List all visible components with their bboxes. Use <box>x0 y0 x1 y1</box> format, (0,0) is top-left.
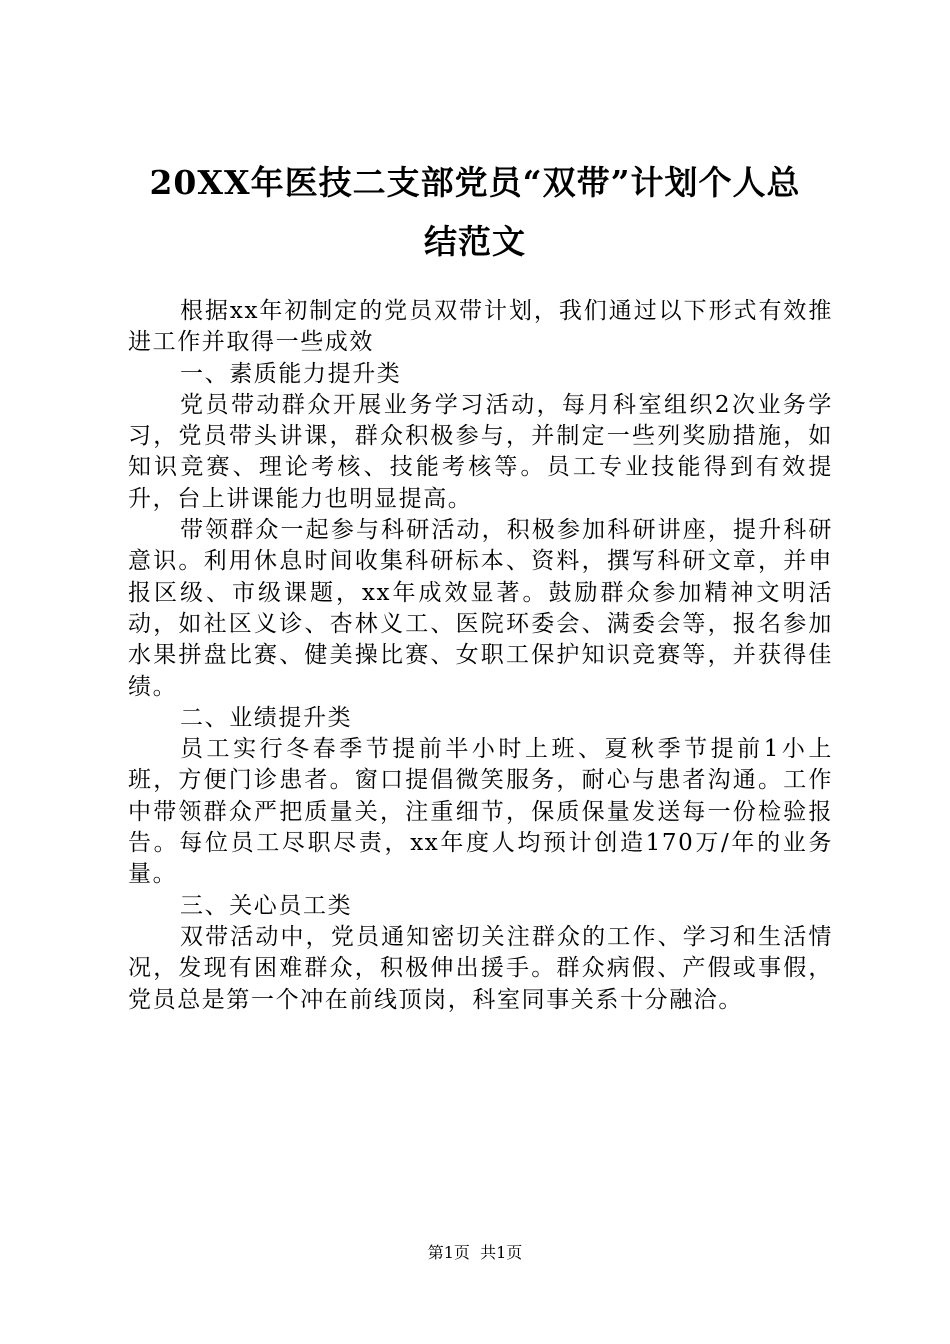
document-body <box>128 296 833 1016</box>
document-title-line-1: 20XX年医技二支部党员“双带”计划个人总 <box>149 163 801 202</box>
document-title-line-2: 结范文 <box>424 222 526 261</box>
section-care-paragraph: 双带活动中，党员通知密切关注群众的工作、学习和生活情况，发现有困难群众，积极伸出援手。群众病假、产假或事假，党员总是第一个冲在前线顶岗，科室同事关系十分融洽。 <box>128 923 833 1013</box>
page-number-footer: 第1页 共1页 <box>427 1243 523 1262</box>
intro-paragraph: 根据xx年初制定的党员双带计划，我们通过以下形式有效推进工作并取得一些成效 <box>128 298 833 356</box>
section-heading-performance: 二、业绩提升类 <box>180 704 353 731</box>
section-quality-paragraph-2: 带领群众一起参与科研活动，积极参加科研讲座，提升科研意识。利用休息时间收集科研标本、资料，撰写科研文章，并申报区级、市级课题，xx年成效显著。鼓励群众参加精神文明活动，如社区义诊、杏林义工、医院环委会、满委会等，报名参加水果拼盘比赛、健美操比赛、女职工保护知识竞赛等，并获得佳绩。 <box>128 517 833 700</box>
section-heading-care: 三、关心员工类 <box>180 892 353 919</box>
section-heading-quality: 一、素质能力提升类 <box>180 360 402 387</box>
section-performance-paragraph: 员工实行冬春季节提前半小时上班、夏秋季节提前1小上班，方便门诊患者。窗口提倡微笑服务，耐心与患者沟通。工作中带领群众严把质量关，注重细节，保质保量发送每一份检验报告。每位员工尽职尽责，xx年度人均预计创造170万/年的业务量。 <box>128 736 833 888</box>
section-quality-paragraph-1: 党员带动群众开展业务学习活动，每月科室组织2次业务学习，党员带头讲课，群众积极参与，并制定一些列奖励措施，如知识竞赛、理论考核、技能考核等。员工专业技能得到有效提升，台上讲课能力也明显提高。 <box>128 391 833 512</box>
